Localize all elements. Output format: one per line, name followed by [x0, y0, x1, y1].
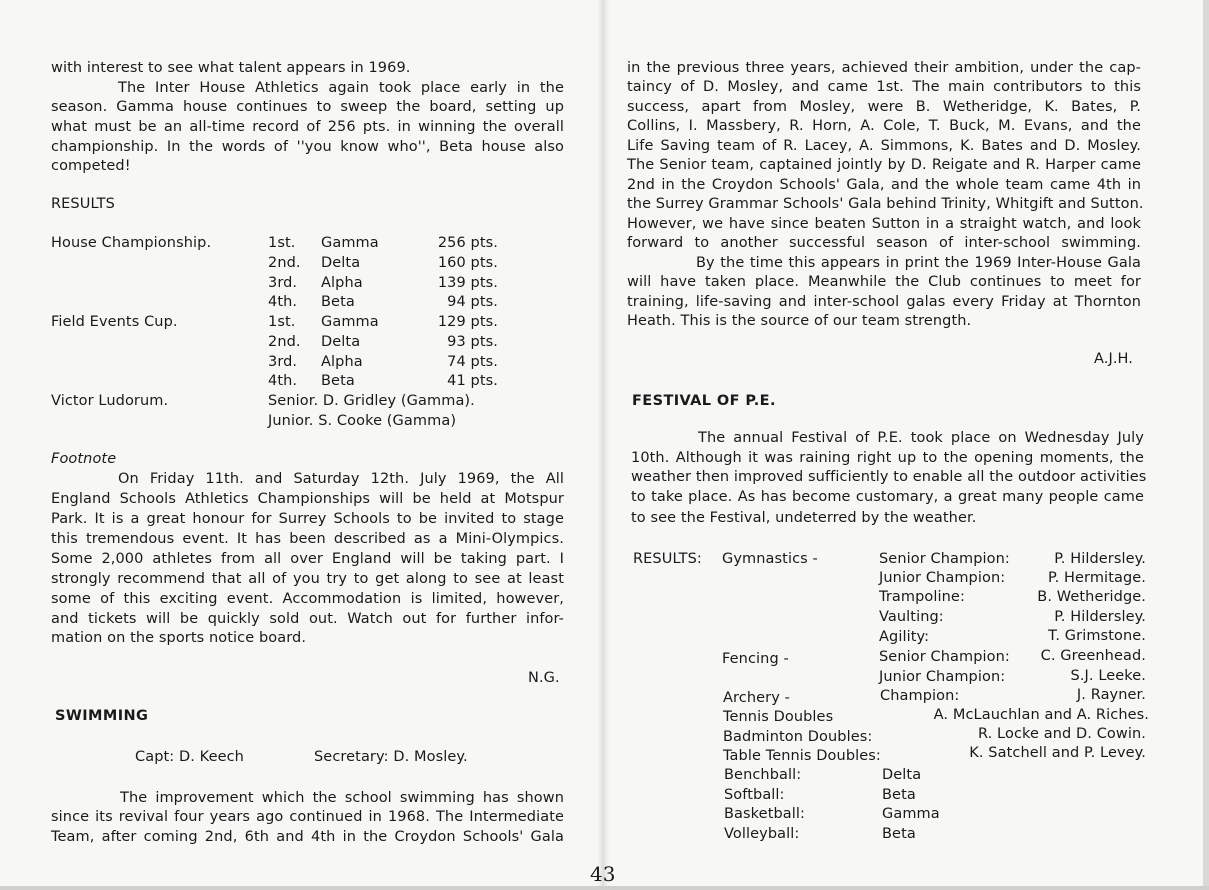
intro-line: competed!: [51, 158, 131, 174]
result-place: 4th.: [268, 294, 298, 310]
intro-line: with interest to see what talent appears in 1969.: [51, 60, 411, 76]
result-house: Gamma: [321, 314, 379, 330]
house-championship-label: House Championship.: [51, 235, 212, 251]
archery-label: Archery -: [723, 690, 790, 706]
swimming-heading: SWIMMING: [55, 708, 149, 724]
footnote-line: and tickets will be quickly sold out. Watch out for further infor-: [51, 611, 564, 627]
footnote-line: Park. It is a great honour for Surrey Schools to be invited to stage: [51, 511, 564, 527]
result-points: 160 pts.: [437, 255, 498, 271]
result-points: 139 pts.: [437, 275, 498, 291]
result-points: 41 pts.: [447, 373, 498, 389]
footnote-line: On Friday 11th. and Saturday 12th. July 1969, the All: [118, 471, 564, 487]
swim-line: since its revival four years ago continued in 1968. The Intermediate: [51, 809, 564, 825]
footnote-line: some of this exciting event. Accommodation is limited, however,: [51, 591, 564, 607]
field-events-label: Field Events Cup.: [51, 314, 178, 330]
house-event-label: Basketball:: [724, 806, 806, 822]
house-event-winner: Delta: [882, 767, 922, 783]
swim-line: Team, after coming 2nd, 6th and 4th in the Croydon Schools' Gala: [51, 829, 564, 845]
swim-continued-line: The Senior team, captained jointly by D. Reigate and R. Harper came: [627, 157, 1141, 173]
result-place: 3rd.: [268, 354, 298, 370]
award-title: Agility:: [879, 629, 930, 645]
tennis-doubles-label: Tennis Doubles: [723, 709, 834, 725]
footnote-line: mation on the sports notice board.: [51, 630, 307, 646]
swim-continued-line: forward to another successful season of inter-school swimming.: [627, 235, 1141, 251]
festival-line: to take place. As has become customary, a great many people came: [631, 489, 1144, 505]
swim-line: The improvement which the school swimming has shown: [120, 790, 564, 806]
result-points: 94 pts.: [447, 294, 498, 310]
result-house: Gamma: [321, 235, 379, 251]
result-house: Delta: [321, 334, 361, 350]
award-title: Champion:: [880, 688, 960, 704]
swim-continued-line: 2nd in the Croydon Schools' Gala, and the whole team came 4th in: [627, 177, 1141, 193]
award-winner: P. Hildersley.: [1054, 551, 1146, 567]
festival-line: weather then improved sufficiently to enable all the outdoor activities: [631, 469, 1147, 485]
result-points: 256 pts.: [437, 235, 498, 251]
house-event-winner: Gamma: [882, 806, 940, 822]
table-tennis-doubles-winners: K. Satchell and P. Levey.: [969, 745, 1146, 761]
intro-line: what must be an all-time record of 256 pts. in winning the overall: [51, 119, 564, 135]
badminton-doubles-winners: R. Locke and D. Cowin.: [977, 726, 1146, 742]
house-event-winner: Beta: [882, 826, 916, 842]
award-title: Trampoline:: [879, 589, 965, 605]
festival-line: The annual Festival of P.E. took place on Wednesday July: [698, 430, 1144, 446]
swim-continued-line: in the previous three years, achieved their ambition, under the cap-: [627, 60, 1141, 76]
swim-signature: A.J.H.: [1094, 351, 1134, 367]
intro-line: The Inter House Athletics again took place early in the: [118, 80, 564, 96]
swim-continued-line: Life Saving team of R. Lacey, A. Simmons, K. Bates and D. Mosley.: [627, 138, 1141, 154]
result-house: Beta: [321, 373, 355, 389]
swim-continued-line: Collins, I. Massbery, R. Horn, A. Cole, T. Buck, M. Evans, and the: [627, 118, 1141, 134]
result-place: 4th.: [268, 373, 298, 389]
footnote-line: this tremendous event. It has been described as a Mini-Olympics.: [51, 531, 564, 547]
swim-continued-line: By the time this appears in print the 1969 Inter-House Gala: [696, 255, 1141, 271]
tennis-doubles-winners: A. McLauchlan and A. Riches.: [933, 707, 1149, 723]
result-place: 3rd.: [268, 275, 298, 291]
page-edge-bottom: [0, 886, 1209, 890]
result-place: 1st.: [268, 314, 296, 330]
award-winner: S.J. Leeke.: [1070, 668, 1146, 684]
footnote-line: England Schools Athletics Championships will be held at Motspur: [51, 491, 564, 507]
page-edge-right: [1203, 0, 1209, 890]
footnote-heading: Footnote: [51, 451, 117, 467]
swimming-secretary: Secretary: D. Mosley.: [314, 749, 468, 765]
award-winner: J. Rayner.: [1076, 687, 1146, 703]
result-house: Alpha: [321, 275, 363, 291]
award-title: Senior Champion:: [879, 649, 1010, 665]
award-title: Junior Champion:: [879, 669, 1006, 685]
festival-heading: FESTIVAL OF P.E.: [632, 393, 776, 409]
award-winner: T. Grimstone.: [1048, 628, 1146, 644]
award-winner: P. Hermitage.: [1048, 570, 1146, 586]
house-event-label: Volleyball:: [724, 826, 800, 842]
page-number: 43: [590, 862, 616, 886]
result-place: 1st.: [268, 235, 296, 251]
swim-continued-line: training, life-saving and inter-school galas every Friday at Thornton: [627, 294, 1141, 310]
swim-continued-line: the Surrey Grammar Schools' Gala behind Trinity, Whitgift and Sutton.: [627, 196, 1144, 212]
award-title: Senior Champion:: [879, 551, 1010, 567]
victor-senior: Senior. D. Gridley (Gamma).: [268, 393, 475, 409]
gymnastics-label: Gymnastics -: [722, 551, 818, 567]
festival-line: to see the Festival, undeterred by the weather.: [631, 510, 977, 526]
award-winner: C. Greenhead.: [1040, 648, 1146, 664]
house-event-label: Softball:: [724, 787, 785, 803]
result-points: 129 pts.: [437, 314, 498, 330]
result-house: Alpha: [321, 354, 363, 370]
award-winner: B. Wetheridge.: [1037, 589, 1146, 605]
swim-continued-line: will have taken place. Meanwhile the Club continues to meet for: [627, 274, 1141, 290]
festival-line: 10th. Although it was raining right up to the opening moments, the: [631, 450, 1144, 466]
victor-ludorum-label: Victor Ludorum.: [51, 393, 169, 409]
footnote-signature: N.G.: [528, 670, 560, 686]
result-points: 74 pts.: [447, 354, 498, 370]
result-points: 93 pts.: [447, 334, 498, 350]
result-place: 2nd.: [268, 334, 301, 350]
footnote-line: Some 2,000 athletes from all over England will be taking part. I: [51, 551, 564, 567]
table-tennis-doubles-label: Table Tennis Doubles:: [723, 748, 881, 764]
results-heading: RESULTS: [51, 196, 115, 212]
swim-continued-line: However, we have since beaten Sutton in a straight watch, and look: [627, 216, 1141, 232]
intro-line: championship. In the words of ''you know who'', Beta house also: [51, 139, 564, 155]
fencing-label: Fencing -: [722, 651, 789, 667]
victor-junior: Junior. S. Cooke (Gamma): [268, 413, 457, 429]
house-event-label: Benchball:: [724, 767, 802, 783]
award-title: Junior Champion:: [879, 570, 1006, 586]
swim-continued-line: success, apart from Mosley, were B. Wetheridge, K. Bates, P.: [627, 99, 1141, 115]
page-fold: [598, 0, 610, 890]
badminton-doubles-label: Badminton Doubles:: [723, 729, 873, 745]
footnote-line: strongly recommend that all of you try to get along to see at least: [51, 571, 564, 587]
result-house: Delta: [321, 255, 361, 271]
award-title: Vaulting:: [879, 609, 944, 625]
swimming-captain: Capt: D. Keech: [135, 749, 244, 765]
swim-continued-line: Heath. This is the source of our team strength.: [627, 313, 972, 329]
result-house: Beta: [321, 294, 355, 310]
house-event-winner: Beta: [882, 787, 916, 803]
award-winner: P. Hildersley.: [1054, 609, 1146, 625]
pe-results-label: RESULTS:: [633, 551, 702, 567]
intro-line: season. Gamma house continues to sweep the board, setting up: [51, 99, 564, 115]
result-place: 2nd.: [268, 255, 301, 271]
swim-continued-line: taincy of D. Mosley, and came 1st. The main contributors to this: [627, 79, 1141, 95]
